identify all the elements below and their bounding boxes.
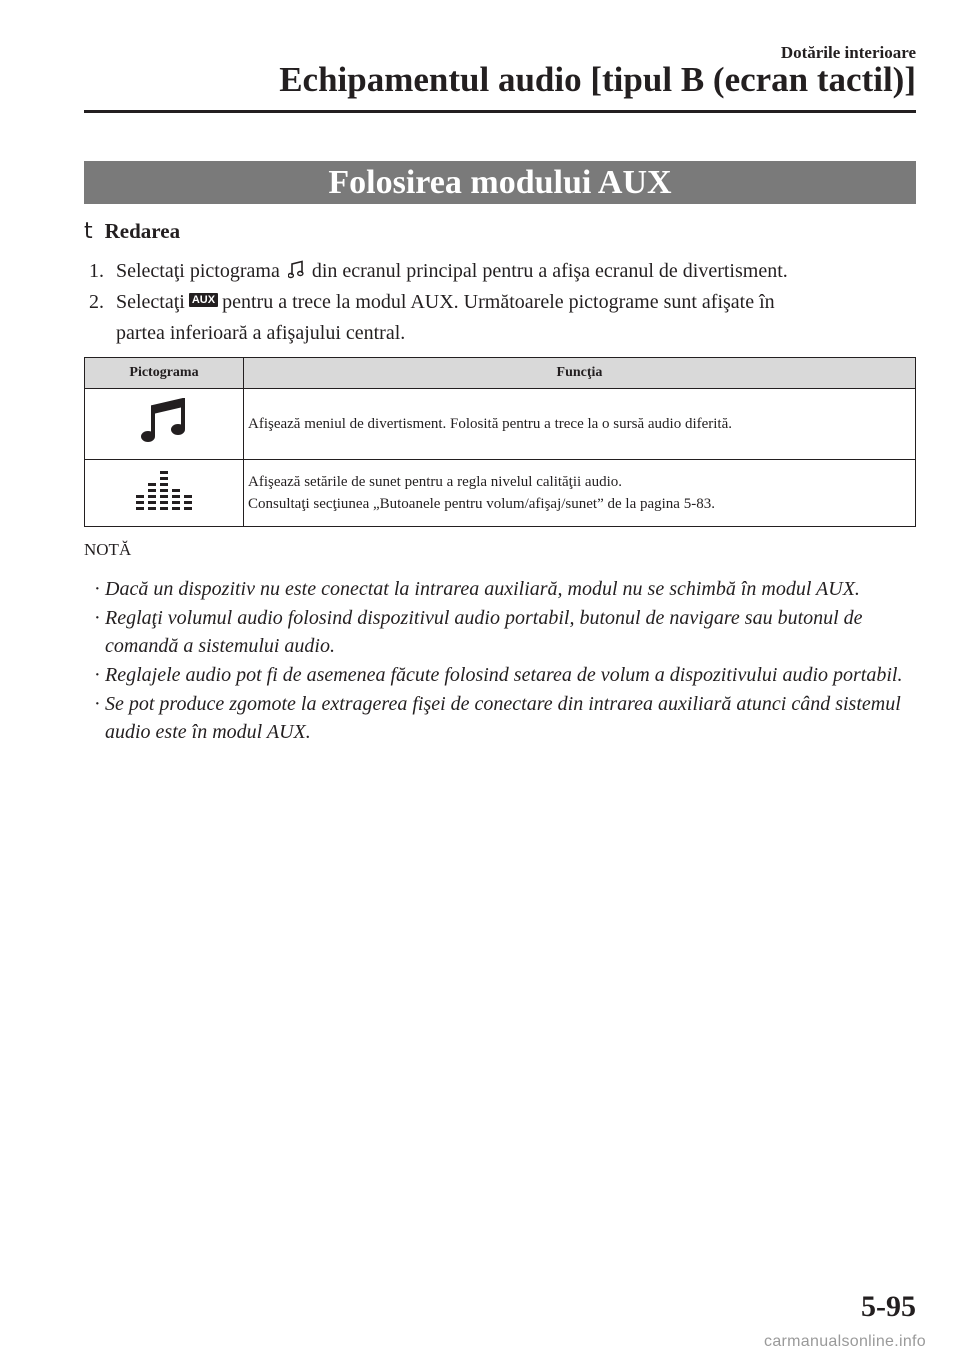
note-text: Reglaţi volumul audio folosind dispozitivul audio portabil, butonul de navigare sau butonul de comandă a sistemului audio. — [105, 607, 863, 657]
description-line: Afişează setările de sunet pentru a regla nivelul calităţii audio. — [248, 474, 623, 490]
page-banner: Folosirea modului AUX — [84, 161, 916, 204]
description-line: Afişează meniul de divertisment. Folosită pentru a trece la o sursă audio diferită. — [248, 416, 733, 432]
subheading-glyph: t — [84, 219, 93, 244]
table-row — [85, 389, 916, 460]
table-cell-icon — [85, 460, 244, 527]
table-cell-description — [244, 389, 916, 460]
step-text-after: pentru a trece la modul AUX. Următoarele pictograme sunt afişate în — [222, 291, 775, 313]
bullet-dot-icon: · — [94, 607, 101, 629]
music-note-icon — [141, 434, 187, 450]
note-title: NOTĂ — [84, 540, 132, 559]
step-text-before: Selectaţi — [116, 291, 185, 313]
subheading-text: Redarea — [104, 219, 181, 243]
step-2 — [89, 287, 775, 349]
site-watermark: carmanualsonline.info — [764, 1333, 926, 1350]
aux-button-icon: AUX — [189, 293, 218, 307]
column-header-icon: Pictograma — [85, 358, 244, 389]
column-header-function: Funcţia — [244, 358, 916, 389]
note-text: Dacă un dispozitiv nu este conectat la intrarea auxiliară, modul nu se schimbă în modul AUX. — [105, 578, 860, 600]
step-text-before: Selectaţi pictograma — [116, 260, 280, 282]
step-number: 2. — [89, 291, 104, 313]
note-item — [94, 661, 916, 689]
step-1 — [89, 256, 788, 290]
note-text: Se pot produce zgomote la extragerea fişei de conectare din intrarea auxiliară atunci când sistemul audio este în modul AUX. — [105, 693, 901, 743]
note-item — [94, 690, 916, 746]
note-item — [94, 604, 916, 660]
music-note-icon — [288, 259, 304, 290]
step-text-continued: partea inferioară a afişajului central. — [116, 322, 406, 344]
bullet-dot-icon: · — [94, 693, 101, 715]
bullet-dot-icon: · — [94, 578, 101, 600]
step-text-after: din ecranul principal pentru a afişa ecranul de divertisment. — [311, 260, 788, 282]
note-text: Reglajele audio pot fi de asemenea făcute folosind setarea de volum a dispozitivului audio portabil. — [105, 664, 903, 686]
note-item — [94, 575, 916, 603]
description-line: Consultaţi secţiunea „Butoanele pentru volum/afişaj/sunet” de la pagina 5-83. — [248, 496, 715, 512]
header-rule — [84, 110, 916, 113]
section-title: Echipamentul audio [tipul B (ecran tactil)] — [279, 60, 916, 99]
table-row — [85, 460, 916, 527]
chapter-title: Dotările interioare — [780, 43, 916, 62]
subheading — [84, 219, 180, 244]
step-number: 1. — [89, 260, 104, 282]
table-cell-description — [244, 460, 916, 527]
note-list — [94, 575, 916, 747]
equalizer-icon — [136, 499, 192, 515]
bullet-dot-icon: · — [94, 664, 101, 686]
icon-function-table — [84, 357, 916, 527]
table-cell-icon — [85, 389, 244, 460]
page-number: 5-95 — [861, 1290, 916, 1323]
